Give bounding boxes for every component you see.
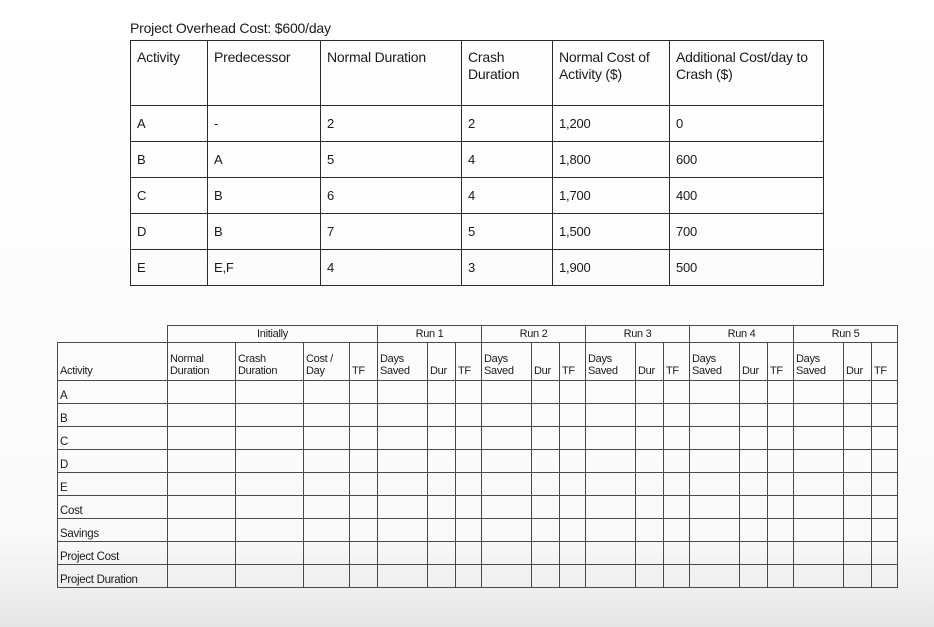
- row-label: C: [58, 427, 168, 450]
- empty-entry-cell[interactable]: [690, 565, 740, 588]
- empty-entry-cell[interactable]: [664, 565, 690, 588]
- empty-entry-cell[interactable]: [844, 519, 872, 542]
- empty-entry-cell[interactable]: [636, 565, 664, 588]
- empty-entry-cell[interactable]: [872, 381, 898, 404]
- empty-entry-cell[interactable]: [350, 519, 378, 542]
- empty-entry-cell[interactable]: [304, 427, 350, 450]
- activity-table-header: [131, 41, 824, 106]
- run-subheader: Dur: [844, 343, 872, 381]
- run-subheader: Dur: [636, 343, 664, 381]
- empty-entry-cell[interactable]: [740, 496, 768, 519]
- empty-entry-cell[interactable]: [844, 565, 872, 588]
- empty-entry-cell[interactable]: [456, 496, 482, 519]
- empty-entry-cell[interactable]: [586, 404, 636, 427]
- empty-entry-cell[interactable]: [740, 381, 768, 404]
- cell-predecessor: B: [208, 214, 321, 250]
- empty-entry-cell[interactable]: [844, 427, 872, 450]
- empty-entry-cell[interactable]: [482, 450, 532, 473]
- cell-additional-cost: 400: [670, 178, 824, 214]
- cell-predecessor: A: [208, 142, 321, 178]
- empty-entry-cell[interactable]: [586, 496, 636, 519]
- empty-entry-cell[interactable]: [586, 427, 636, 450]
- group-header: Run 5: [794, 326, 898, 343]
- empty-entry-cell[interactable]: [482, 542, 532, 565]
- empty-entry-cell[interactable]: [844, 473, 872, 496]
- empty-entry-cell[interactable]: [560, 519, 586, 542]
- empty-entry-cell[interactable]: [844, 450, 872, 473]
- worksheet-row: [58, 404, 898, 427]
- empty-entry-cell[interactable]: [304, 473, 350, 496]
- empty-entry-cell[interactable]: [482, 381, 532, 404]
- worksheet-row: [58, 496, 898, 519]
- cell-activity: D: [131, 214, 208, 250]
- empty-entry-cell[interactable]: [740, 473, 768, 496]
- activity-table: [130, 40, 824, 286]
- empty-entry-cell[interactable]: [482, 404, 532, 427]
- row-label: Project Cost: [58, 542, 168, 565]
- empty-entry-cell[interactable]: [560, 450, 586, 473]
- empty-entry-cell[interactable]: [664, 496, 690, 519]
- empty-entry-cell[interactable]: [794, 496, 844, 519]
- row-label: E: [58, 473, 168, 496]
- empty-entry-cell[interactable]: [740, 450, 768, 473]
- empty-entry-cell[interactable]: [350, 427, 378, 450]
- empty-entry-cell[interactable]: [768, 473, 794, 496]
- empty-entry-cell[interactable]: [482, 427, 532, 450]
- cell-activity: C: [131, 178, 208, 214]
- empty-entry-cell[interactable]: [168, 565, 236, 588]
- empty-entry-cell[interactable]: [560, 496, 586, 519]
- cell-normal-cost: 1,200: [553, 106, 670, 142]
- empty-entry-cell[interactable]: [168, 519, 236, 542]
- cell-predecessor: B: [208, 178, 321, 214]
- empty-entry-cell[interactable]: [236, 473, 304, 496]
- empty-entry-cell[interactable]: [428, 542, 456, 565]
- cell-normal-duration: 2: [321, 106, 462, 142]
- empty-entry-cell[interactable]: [378, 450, 428, 473]
- activity-column-header: Activity: [58, 343, 168, 381]
- group-header: Run 4: [690, 326, 794, 343]
- empty-entry-cell[interactable]: [456, 381, 482, 404]
- empty-entry-cell[interactable]: [844, 381, 872, 404]
- empty-entry-cell[interactable]: [378, 404, 428, 427]
- worksheet-row: [58, 473, 898, 496]
- row-label: B: [58, 404, 168, 427]
- empty-entry-cell[interactable]: [532, 519, 560, 542]
- cell-additional-cost: 700: [670, 214, 824, 250]
- empty-entry-cell[interactable]: [304, 381, 350, 404]
- empty-entry-cell[interactable]: [532, 427, 560, 450]
- group-header: Initially: [168, 326, 378, 343]
- cell-activity: A: [131, 106, 208, 142]
- empty-entry-cell[interactable]: [794, 565, 844, 588]
- run-subheader: TF: [560, 343, 586, 381]
- empty-entry-cell[interactable]: [768, 519, 794, 542]
- header-predecessor: Predecessor: [208, 41, 321, 106]
- empty-entry-cell[interactable]: [872, 542, 898, 565]
- empty-entry-cell[interactable]: [872, 404, 898, 427]
- empty-entry-cell[interactable]: [690, 496, 740, 519]
- empty-entry-cell[interactable]: [168, 404, 236, 427]
- empty-entry-cell[interactable]: [532, 496, 560, 519]
- cell-predecessor: E,F: [208, 250, 321, 286]
- empty-entry-cell[interactable]: [690, 450, 740, 473]
- empty-entry-cell[interactable]: [378, 565, 428, 588]
- header-normal-duration: Normal Duration: [321, 41, 462, 106]
- header-normal-cost: Normal Cost of Activity ($): [553, 41, 670, 106]
- activity-row: [131, 214, 824, 250]
- empty-entry-cell[interactable]: [740, 519, 768, 542]
- empty-entry-cell[interactable]: [844, 496, 872, 519]
- column-subheaders: [58, 343, 898, 381]
- corner-blank: [58, 326, 168, 343]
- empty-entry-cell[interactable]: [794, 519, 844, 542]
- empty-entry-cell[interactable]: [350, 404, 378, 427]
- empty-entry-cell[interactable]: [664, 542, 690, 565]
- empty-entry-cell[interactable]: [428, 427, 456, 450]
- run-subheader: TF: [872, 343, 898, 381]
- empty-entry-cell[interactable]: [428, 565, 456, 588]
- empty-entry-cell[interactable]: [768, 381, 794, 404]
- empty-entry-cell[interactable]: [304, 565, 350, 588]
- row-label: A: [58, 381, 168, 404]
- empty-entry-cell[interactable]: [532, 450, 560, 473]
- empty-entry-cell[interactable]: [168, 473, 236, 496]
- initial-subheader: TF: [350, 343, 378, 381]
- empty-entry-cell[interactable]: [304, 519, 350, 542]
- row-label: Project Duration: [58, 565, 168, 588]
- empty-entry-cell[interactable]: [768, 404, 794, 427]
- empty-entry-cell[interactable]: [872, 519, 898, 542]
- header-crash-duration: Crash Duration: [462, 41, 553, 106]
- empty-entry-cell[interactable]: [690, 381, 740, 404]
- empty-entry-cell[interactable]: [456, 519, 482, 542]
- empty-entry-cell[interactable]: [664, 519, 690, 542]
- empty-entry-cell[interactable]: [428, 473, 456, 496]
- activity-row: [131, 178, 824, 214]
- cell-additional-cost: 500: [670, 250, 824, 286]
- empty-entry-cell[interactable]: [482, 565, 532, 588]
- empty-entry-cell[interactable]: [794, 473, 844, 496]
- cell-normal-cost: 1,800: [553, 142, 670, 178]
- empty-entry-cell[interactable]: [350, 381, 378, 404]
- empty-entry-cell[interactable]: [844, 542, 872, 565]
- run-subheader: TF: [456, 343, 482, 381]
- empty-entry-cell[interactable]: [236, 404, 304, 427]
- empty-entry-cell[interactable]: [794, 381, 844, 404]
- empty-entry-cell[interactable]: [636, 473, 664, 496]
- empty-entry-cell[interactable]: [456, 450, 482, 473]
- empty-entry-cell[interactable]: [532, 473, 560, 496]
- empty-entry-cell[interactable]: [636, 519, 664, 542]
- empty-entry-cell[interactable]: [168, 450, 236, 473]
- empty-entry-cell[interactable]: [378, 519, 428, 542]
- empty-entry-cell[interactable]: [768, 565, 794, 588]
- cell-crash-duration: 5: [462, 214, 553, 250]
- cell-crash-duration: 4: [462, 178, 553, 214]
- header-additional-cost: Additional Cost/day to Crash ($): [670, 41, 824, 106]
- empty-entry-cell[interactable]: [168, 542, 236, 565]
- empty-entry-cell[interactable]: [428, 404, 456, 427]
- empty-entry-cell[interactable]: [768, 542, 794, 565]
- empty-entry-cell[interactable]: [740, 565, 768, 588]
- empty-entry-cell[interactable]: [350, 542, 378, 565]
- empty-entry-cell[interactable]: [304, 450, 350, 473]
- cell-normal-duration: 4: [321, 250, 462, 286]
- cell-normal-duration: 6: [321, 178, 462, 214]
- empty-entry-cell[interactable]: [586, 450, 636, 473]
- empty-entry-cell[interactable]: [844, 404, 872, 427]
- empty-entry-cell[interactable]: [664, 381, 690, 404]
- empty-entry-cell[interactable]: [236, 519, 304, 542]
- empty-entry-cell[interactable]: [456, 565, 482, 588]
- empty-entry-cell[interactable]: [586, 519, 636, 542]
- cell-normal-cost: 1,700: [553, 178, 670, 214]
- empty-entry-cell[interactable]: [794, 450, 844, 473]
- empty-entry-cell[interactable]: [428, 496, 456, 519]
- row-label: Cost: [58, 496, 168, 519]
- empty-entry-cell[interactable]: [532, 381, 560, 404]
- worksheet-row: [58, 519, 898, 542]
- row-label: D: [58, 450, 168, 473]
- group-header: Run 1: [378, 326, 482, 343]
- run-subheader: Dur: [428, 343, 456, 381]
- empty-entry-cell[interactable]: [532, 404, 560, 427]
- empty-entry-cell[interactable]: [872, 450, 898, 473]
- empty-entry-cell[interactable]: [690, 519, 740, 542]
- empty-entry-cell[interactable]: [378, 381, 428, 404]
- run-subheader: Days Saved: [482, 343, 532, 381]
- empty-entry-cell[interactable]: [636, 427, 664, 450]
- empty-entry-cell[interactable]: [690, 404, 740, 427]
- empty-entry-cell[interactable]: [428, 450, 456, 473]
- run-subheader: TF: [664, 343, 690, 381]
- empty-entry-cell[interactable]: [236, 542, 304, 565]
- empty-entry-cell[interactable]: [872, 565, 898, 588]
- cell-crash-duration: 4: [462, 142, 553, 178]
- empty-entry-cell[interactable]: [872, 496, 898, 519]
- empty-entry-cell[interactable]: [794, 542, 844, 565]
- empty-entry-cell[interactable]: [636, 496, 664, 519]
- empty-entry-cell[interactable]: [304, 404, 350, 427]
- initial-subheader: Cost / Day: [304, 343, 350, 381]
- empty-entry-cell[interactable]: [690, 542, 740, 565]
- empty-entry-cell[interactable]: [304, 542, 350, 565]
- empty-entry-cell[interactable]: [636, 381, 664, 404]
- empty-entry-cell[interactable]: [794, 427, 844, 450]
- run-subheader: Days Saved: [794, 343, 844, 381]
- empty-entry-cell[interactable]: [482, 473, 532, 496]
- run-subheader: Dur: [532, 343, 560, 381]
- empty-entry-cell[interactable]: [586, 381, 636, 404]
- empty-entry-cell[interactable]: [236, 427, 304, 450]
- empty-entry-cell[interactable]: [428, 381, 456, 404]
- empty-entry-cell[interactable]: [456, 473, 482, 496]
- empty-entry-cell[interactable]: [872, 473, 898, 496]
- activity-row: [131, 106, 824, 142]
- cell-activity: B: [131, 142, 208, 178]
- initial-subheader: Normal Duration: [168, 343, 236, 381]
- empty-entry-cell[interactable]: [236, 381, 304, 404]
- activity-row: [131, 250, 824, 286]
- empty-entry-cell[interactable]: [636, 450, 664, 473]
- worksheet-row: [58, 427, 898, 450]
- empty-entry-cell[interactable]: [350, 450, 378, 473]
- empty-entry-cell[interactable]: [482, 496, 532, 519]
- empty-entry-cell[interactable]: [586, 542, 636, 565]
- header-activity: Activity: [131, 41, 208, 106]
- worksheet-row: [58, 381, 898, 404]
- empty-entry-cell[interactable]: [664, 473, 690, 496]
- crashing-worksheet-table: [57, 325, 898, 588]
- empty-entry-cell[interactable]: [768, 450, 794, 473]
- cell-activity: E: [131, 250, 208, 286]
- empty-entry-cell[interactable]: [872, 427, 898, 450]
- activity-row: [131, 142, 824, 178]
- empty-entry-cell[interactable]: [350, 496, 378, 519]
- empty-entry-cell[interactable]: [636, 404, 664, 427]
- empty-entry-cell[interactable]: [560, 404, 586, 427]
- cell-additional-cost: 0: [670, 106, 824, 142]
- empty-entry-cell[interactable]: [690, 473, 740, 496]
- overhead-cost-label: Project Overhead Cost: $600/day: [130, 20, 331, 36]
- empty-entry-cell[interactable]: [236, 450, 304, 473]
- group-header: Run 3: [586, 326, 690, 343]
- cell-crash-duration: 3: [462, 250, 553, 286]
- worksheet-row: [58, 450, 898, 473]
- empty-entry-cell[interactable]: [664, 404, 690, 427]
- empty-entry-cell[interactable]: [456, 404, 482, 427]
- empty-entry-cell[interactable]: [740, 404, 768, 427]
- run-subheader: Days Saved: [586, 343, 636, 381]
- empty-entry-cell[interactable]: [690, 427, 740, 450]
- empty-entry-cell[interactable]: [560, 542, 586, 565]
- empty-entry-cell[interactable]: [586, 565, 636, 588]
- empty-entry-cell[interactable]: [768, 496, 794, 519]
- empty-entry-cell[interactable]: [586, 473, 636, 496]
- empty-entry-cell[interactable]: [350, 473, 378, 496]
- empty-entry-cell[interactable]: [350, 565, 378, 588]
- empty-entry-cell[interactable]: [304, 496, 350, 519]
- empty-entry-cell[interactable]: [378, 473, 428, 496]
- empty-entry-cell[interactable]: [482, 519, 532, 542]
- empty-entry-cell[interactable]: [378, 496, 428, 519]
- empty-entry-cell[interactable]: [768, 427, 794, 450]
- empty-entry-cell[interactable]: [532, 542, 560, 565]
- empty-entry-cell[interactable]: [740, 427, 768, 450]
- run-subheader: Days Saved: [690, 343, 740, 381]
- empty-entry-cell[interactable]: [378, 542, 428, 565]
- empty-entry-cell[interactable]: [168, 381, 236, 404]
- initial-subheader: Crash Duration: [236, 343, 304, 381]
- worksheet-row: [58, 542, 898, 565]
- cell-normal-duration: 7: [321, 214, 462, 250]
- cell-normal-cost: 1,500: [553, 214, 670, 250]
- empty-entry-cell[interactable]: [456, 542, 482, 565]
- cell-additional-cost: 600: [670, 142, 824, 178]
- empty-entry-cell[interactable]: [236, 565, 304, 588]
- run-subheader: Days Saved: [378, 343, 428, 381]
- empty-entry-cell[interactable]: [168, 427, 236, 450]
- run-subheader: Dur: [740, 343, 768, 381]
- empty-entry-cell[interactable]: [560, 565, 586, 588]
- empty-entry-cell[interactable]: [636, 542, 664, 565]
- row-label: Savings: [58, 519, 168, 542]
- empty-entry-cell[interactable]: [794, 404, 844, 427]
- worksheet-row: [58, 565, 898, 588]
- empty-entry-cell[interactable]: [378, 427, 428, 450]
- cell-crash-duration: 2: [462, 106, 553, 142]
- empty-entry-cell[interactable]: [664, 427, 690, 450]
- empty-entry-cell[interactable]: [168, 496, 236, 519]
- run-subheader: TF: [768, 343, 794, 381]
- empty-entry-cell[interactable]: [428, 519, 456, 542]
- run-group-header: [58, 326, 898, 343]
- cell-predecessor: -: [208, 106, 321, 142]
- empty-entry-cell[interactable]: [236, 496, 304, 519]
- empty-entry-cell[interactable]: [560, 427, 586, 450]
- empty-entry-cell[interactable]: [740, 542, 768, 565]
- empty-entry-cell[interactable]: [560, 381, 586, 404]
- empty-entry-cell[interactable]: [664, 450, 690, 473]
- empty-entry-cell[interactable]: [532, 565, 560, 588]
- group-header: Run 2: [482, 326, 586, 343]
- empty-entry-cell[interactable]: [560, 473, 586, 496]
- cell-normal-duration: 5: [321, 142, 462, 178]
- cell-normal-cost: 1,900: [553, 250, 670, 286]
- empty-entry-cell[interactable]: [456, 427, 482, 450]
